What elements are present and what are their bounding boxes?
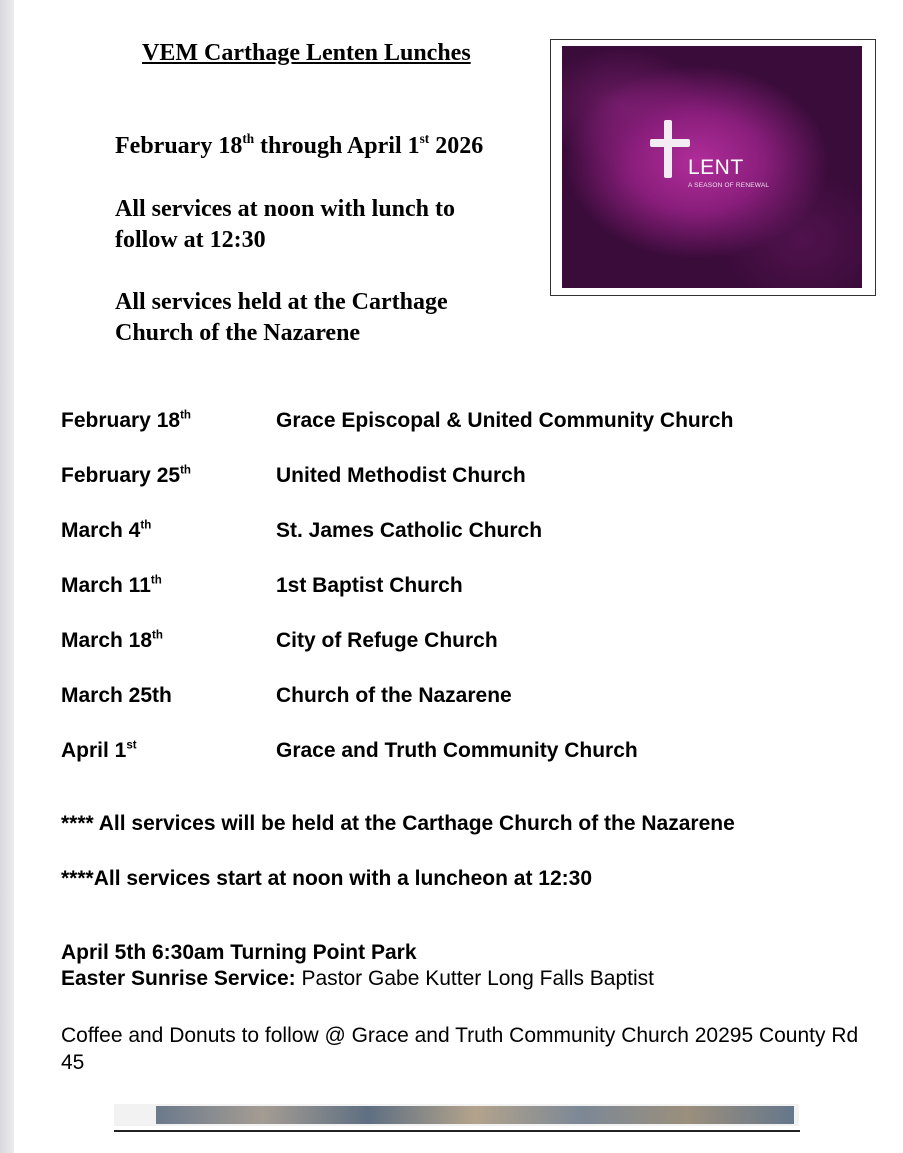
footer-divider bbox=[114, 1130, 800, 1132]
schedule-date: March 4th bbox=[61, 519, 152, 542]
footer-image bbox=[156, 1106, 794, 1124]
coffee-info: Coffee and Donuts to follow @ Grace and Truth Community Church 20295 County Rd 45 bbox=[61, 1024, 859, 1074]
lent-image-frame bbox=[550, 39, 876, 296]
schedule-date: March 11th bbox=[61, 574, 162, 597]
schedule-church: St. James Catholic Church bbox=[276, 519, 543, 542]
schedule-church: City of Refuge Church bbox=[276, 629, 498, 652]
schedule-church: Grace and Truth Community Church bbox=[276, 739, 638, 762]
schedule-church: United Methodist Church bbox=[276, 464, 526, 487]
easter-time-place: April 5th 6:30am Turning Point Park bbox=[61, 941, 417, 964]
schedule-date: February 18th bbox=[61, 409, 191, 432]
schedule-church: 1st Baptist Church bbox=[276, 574, 463, 597]
lent-image bbox=[562, 46, 862, 288]
time-info: All services at noon with lunch to follow at 12:30 bbox=[115, 196, 456, 253]
easter-label: Easter Sunrise Service: bbox=[61, 967, 296, 990]
easter-info bbox=[61, 940, 654, 992]
date-range: February 18th through April 1st 2026 bbox=[115, 131, 484, 159]
lent-image-subtitle: A SEASON OF RENEWAL bbox=[688, 182, 770, 189]
location-info: All services held at the Carthage Church of the Nazarene bbox=[115, 289, 448, 346]
cross-icon bbox=[664, 120, 672, 178]
page-edge bbox=[0, 0, 14, 1153]
document-page bbox=[14, 0, 903, 1153]
schedule-date: March 25th bbox=[61, 684, 172, 707]
note-location: **** All services will be held at the Carthage Church of the Nazarene bbox=[61, 812, 735, 835]
schedule-date: March 18th bbox=[61, 629, 163, 652]
schedule-church: Church of the Nazarene bbox=[276, 684, 512, 707]
schedule-date: February 25th bbox=[61, 464, 191, 487]
lent-image-title: LENT bbox=[688, 156, 744, 179]
page-title: VEM Carthage Lenten Lunches bbox=[142, 40, 471, 66]
schedule-date: April 1st bbox=[61, 739, 137, 762]
note-time: ****All services start at noon with a luncheon at 12:30 bbox=[61, 867, 592, 890]
schedule-church: Grace Episcopal & United Community Church bbox=[276, 409, 734, 432]
easter-detail: Pastor Gabe Kutter Long Falls Baptist bbox=[295, 967, 654, 990]
